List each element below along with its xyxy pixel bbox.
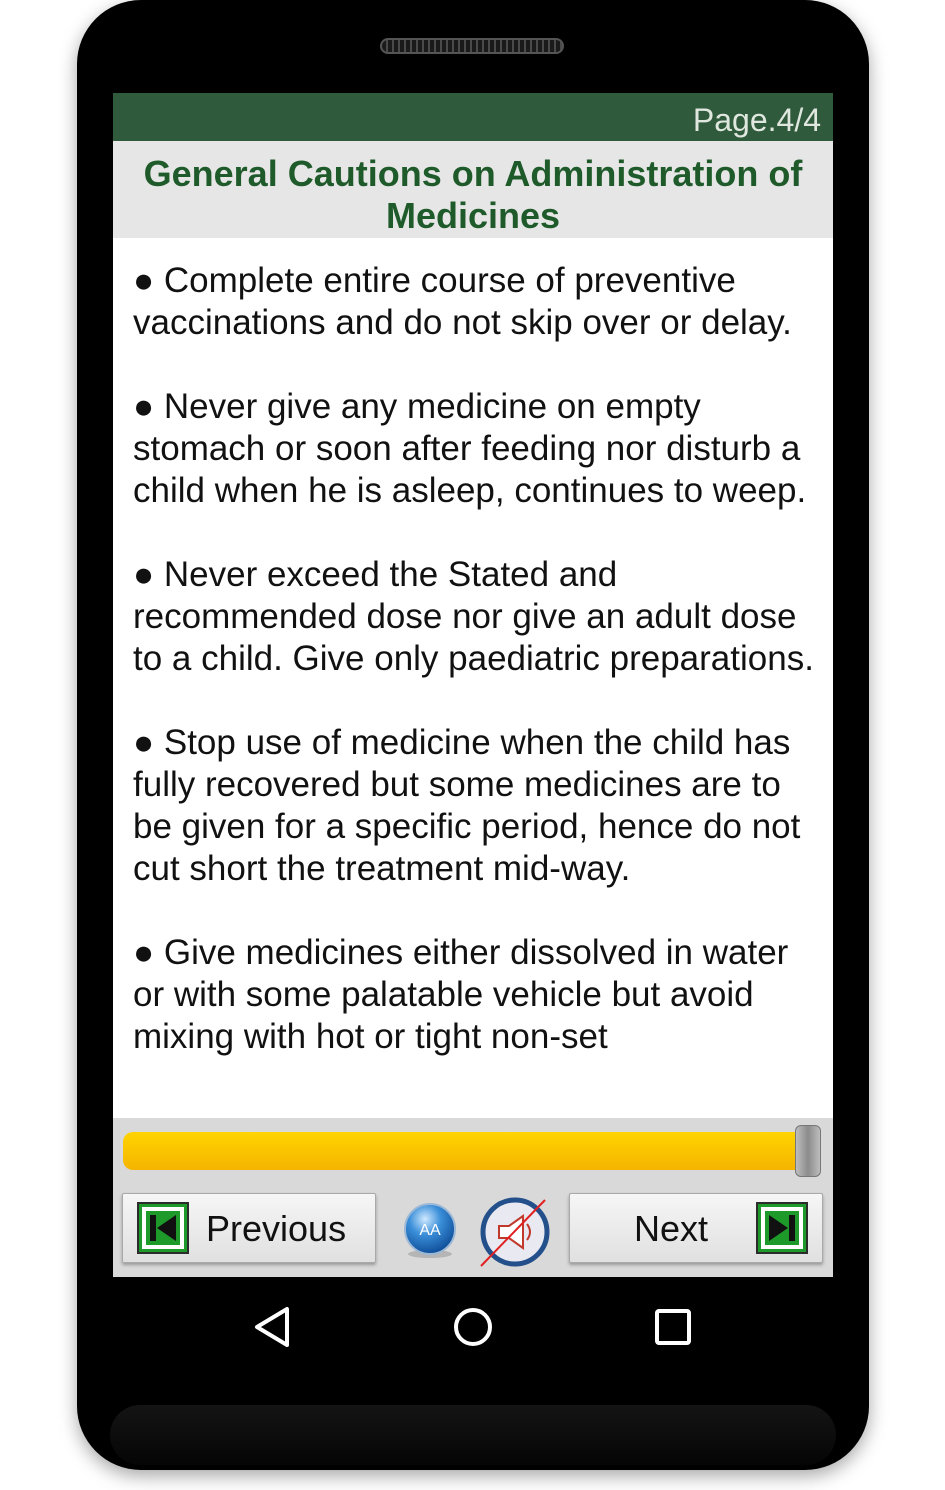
next-icon [756,1202,808,1254]
audio-muted-icon[interactable] [479,1196,551,1268]
phone-bottom-edge [110,1405,836,1465]
font-size-icon[interactable] [401,1202,459,1260]
content-paragraph: ● Complete entire course of preventive vaccinations and do not skip over or delay. [133,261,792,342]
content-paragraph: ● Never give any medicine on empty stomach or soon after feeding nor disturb a child when he is asleep, continues to weep. [133,387,807,510]
page-progress-slider[interactable] [123,1132,821,1170]
content-paragraph: ● Stop use of medicine when the child has fully recovered but some medicines are to be given for a specific period, hence do not cut short the treatment mid-way. [133,723,801,888]
home-icon[interactable] [449,1303,497,1351]
system-navigation-bar [77,1277,869,1377]
next-button[interactable] [569,1193,823,1263]
bottom-controls [113,1118,833,1277]
title-bar [113,141,833,238]
progress-handle[interactable] [795,1125,821,1177]
next-label: Next [634,1208,709,1249]
back-icon[interactable] [249,1303,297,1351]
speaker-grille [380,38,564,54]
recents-icon[interactable] [649,1303,697,1351]
previous-button[interactable] [122,1193,376,1263]
content-scroll-area[interactable] [113,238,833,1118]
page-indicator: Page.4/4 [692,102,821,138]
progress-fill [123,1132,808,1170]
content-paragraph: ● Give medicines either dissolved in water or with some palatable vehicle but avoid mixing with hot or tight non-set [133,933,789,1056]
previous-icon [137,1202,189,1254]
page-title: General Cautions on Administration of Medicines [143,153,803,236]
font-icon-text: AA [419,1222,441,1239]
previous-label: Previous [206,1208,347,1249]
content-paragraph: ● Never exceed the Stated and recommended dose nor give an adult dose to a child. Give only paediatric preparations. [133,555,814,678]
app-screen [113,93,833,1277]
page-header [113,93,833,141]
